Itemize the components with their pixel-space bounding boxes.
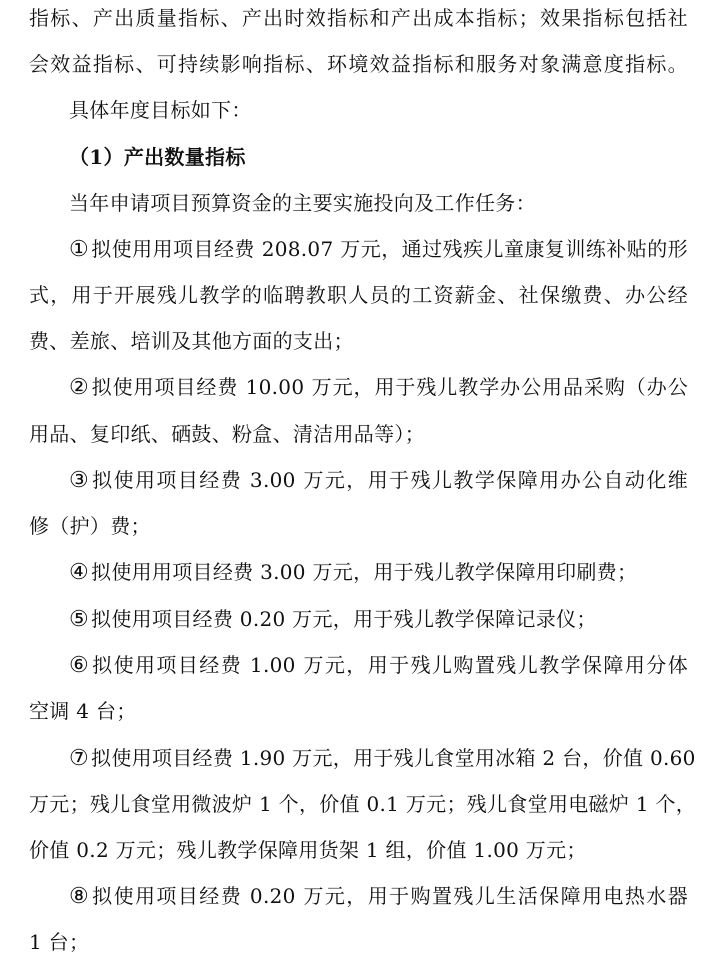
list-item-text: 拟使用项目经费 1.90 万元，用于残儿食堂用冰箱 2 台，价值 0.60 <box>91 746 696 770</box>
list-item-text: 拟使用项目经费 0.20 万元，用于残儿教学保障记录仪； <box>91 607 597 631</box>
list-item-text: 拟使用项目经费 0.20 万元，用于购置残儿生活保障用电热水器 <box>92 884 688 908</box>
circled-number-7: ⑦ <box>69 746 90 771</box>
circled-number-5: ⑤ <box>69 607 90 632</box>
text-line: 具体年度目标如下： <box>69 98 252 122</box>
text-line: 万元；残儿食堂用微波炉 1 个，价值 0.1 万元；残儿食堂用电磁炉 1 个， <box>29 792 697 816</box>
text-line: 式，用于开展残儿教学的临聘教职人员的工资薪金、社保缴费、办公经 <box>29 283 688 307</box>
list-item-8 <box>69 880 688 912</box>
list-item-4 <box>69 556 688 588</box>
text-line: 费、差旅、培训及其他方面的支出； <box>29 329 354 353</box>
circled-number-3: ③ <box>69 468 91 493</box>
text-line: 用品、复印纸、硒鼓、粉盒、清洁用品等）； <box>29 422 425 446</box>
circled-number-2: ② <box>69 375 90 400</box>
text-line: 当年申请项目预算资金的主要实施投向及工作任务： <box>69 191 536 215</box>
list-item-text: 拟使用用项目经费 3.00 万元，用于残儿教学保障用印刷费； <box>91 560 638 584</box>
text-line: 指标、产出质量指标、产出时效指标和产出成本指标；效果指标包括社 <box>29 6 688 30</box>
list-item-6 <box>69 649 688 681</box>
text-line: 修（护）费； <box>29 514 151 538</box>
circled-number-8: ⑧ <box>69 884 91 909</box>
section-heading: （1）产出数量指标 <box>69 145 246 169</box>
circled-number-6: ⑥ <box>69 653 91 678</box>
list-item-text: 拟使用项目经费 1.00 万元，用于残儿购置残儿教学保障用分体 <box>92 653 688 677</box>
list-item-1 <box>69 233 688 265</box>
list-item-2 <box>69 371 688 403</box>
circled-number-4: ④ <box>69 560 90 585</box>
text-line: 1 台； <box>29 930 90 954</box>
list-item-7 <box>69 742 696 774</box>
circled-number-1: ① <box>69 237 90 262</box>
list-item-5 <box>69 603 688 635</box>
list-item-text: 拟使用项目经费 3.00 万元，用于残儿教学保障用办公自动化维 <box>92 468 688 492</box>
text-line: 空调 4 台； <box>29 699 137 723</box>
list-item-text: 拟使用用项目经费 208.07 万元，通过残疾儿童康复训练补贴的形 <box>91 237 688 261</box>
text-line: 价值 0.2 万元；残儿教学保障用货架 1 组，价值 1.00 万元； <box>29 838 587 862</box>
list-item-3 <box>69 464 688 496</box>
text-line: 会效益指标、可持续影响指标、环境效益指标和服务对象满意度指标。 <box>29 52 688 76</box>
list-item-text: 拟使用项目经费 10.00 万元，用于残儿教学办公用品采购（办公 <box>91 375 688 399</box>
